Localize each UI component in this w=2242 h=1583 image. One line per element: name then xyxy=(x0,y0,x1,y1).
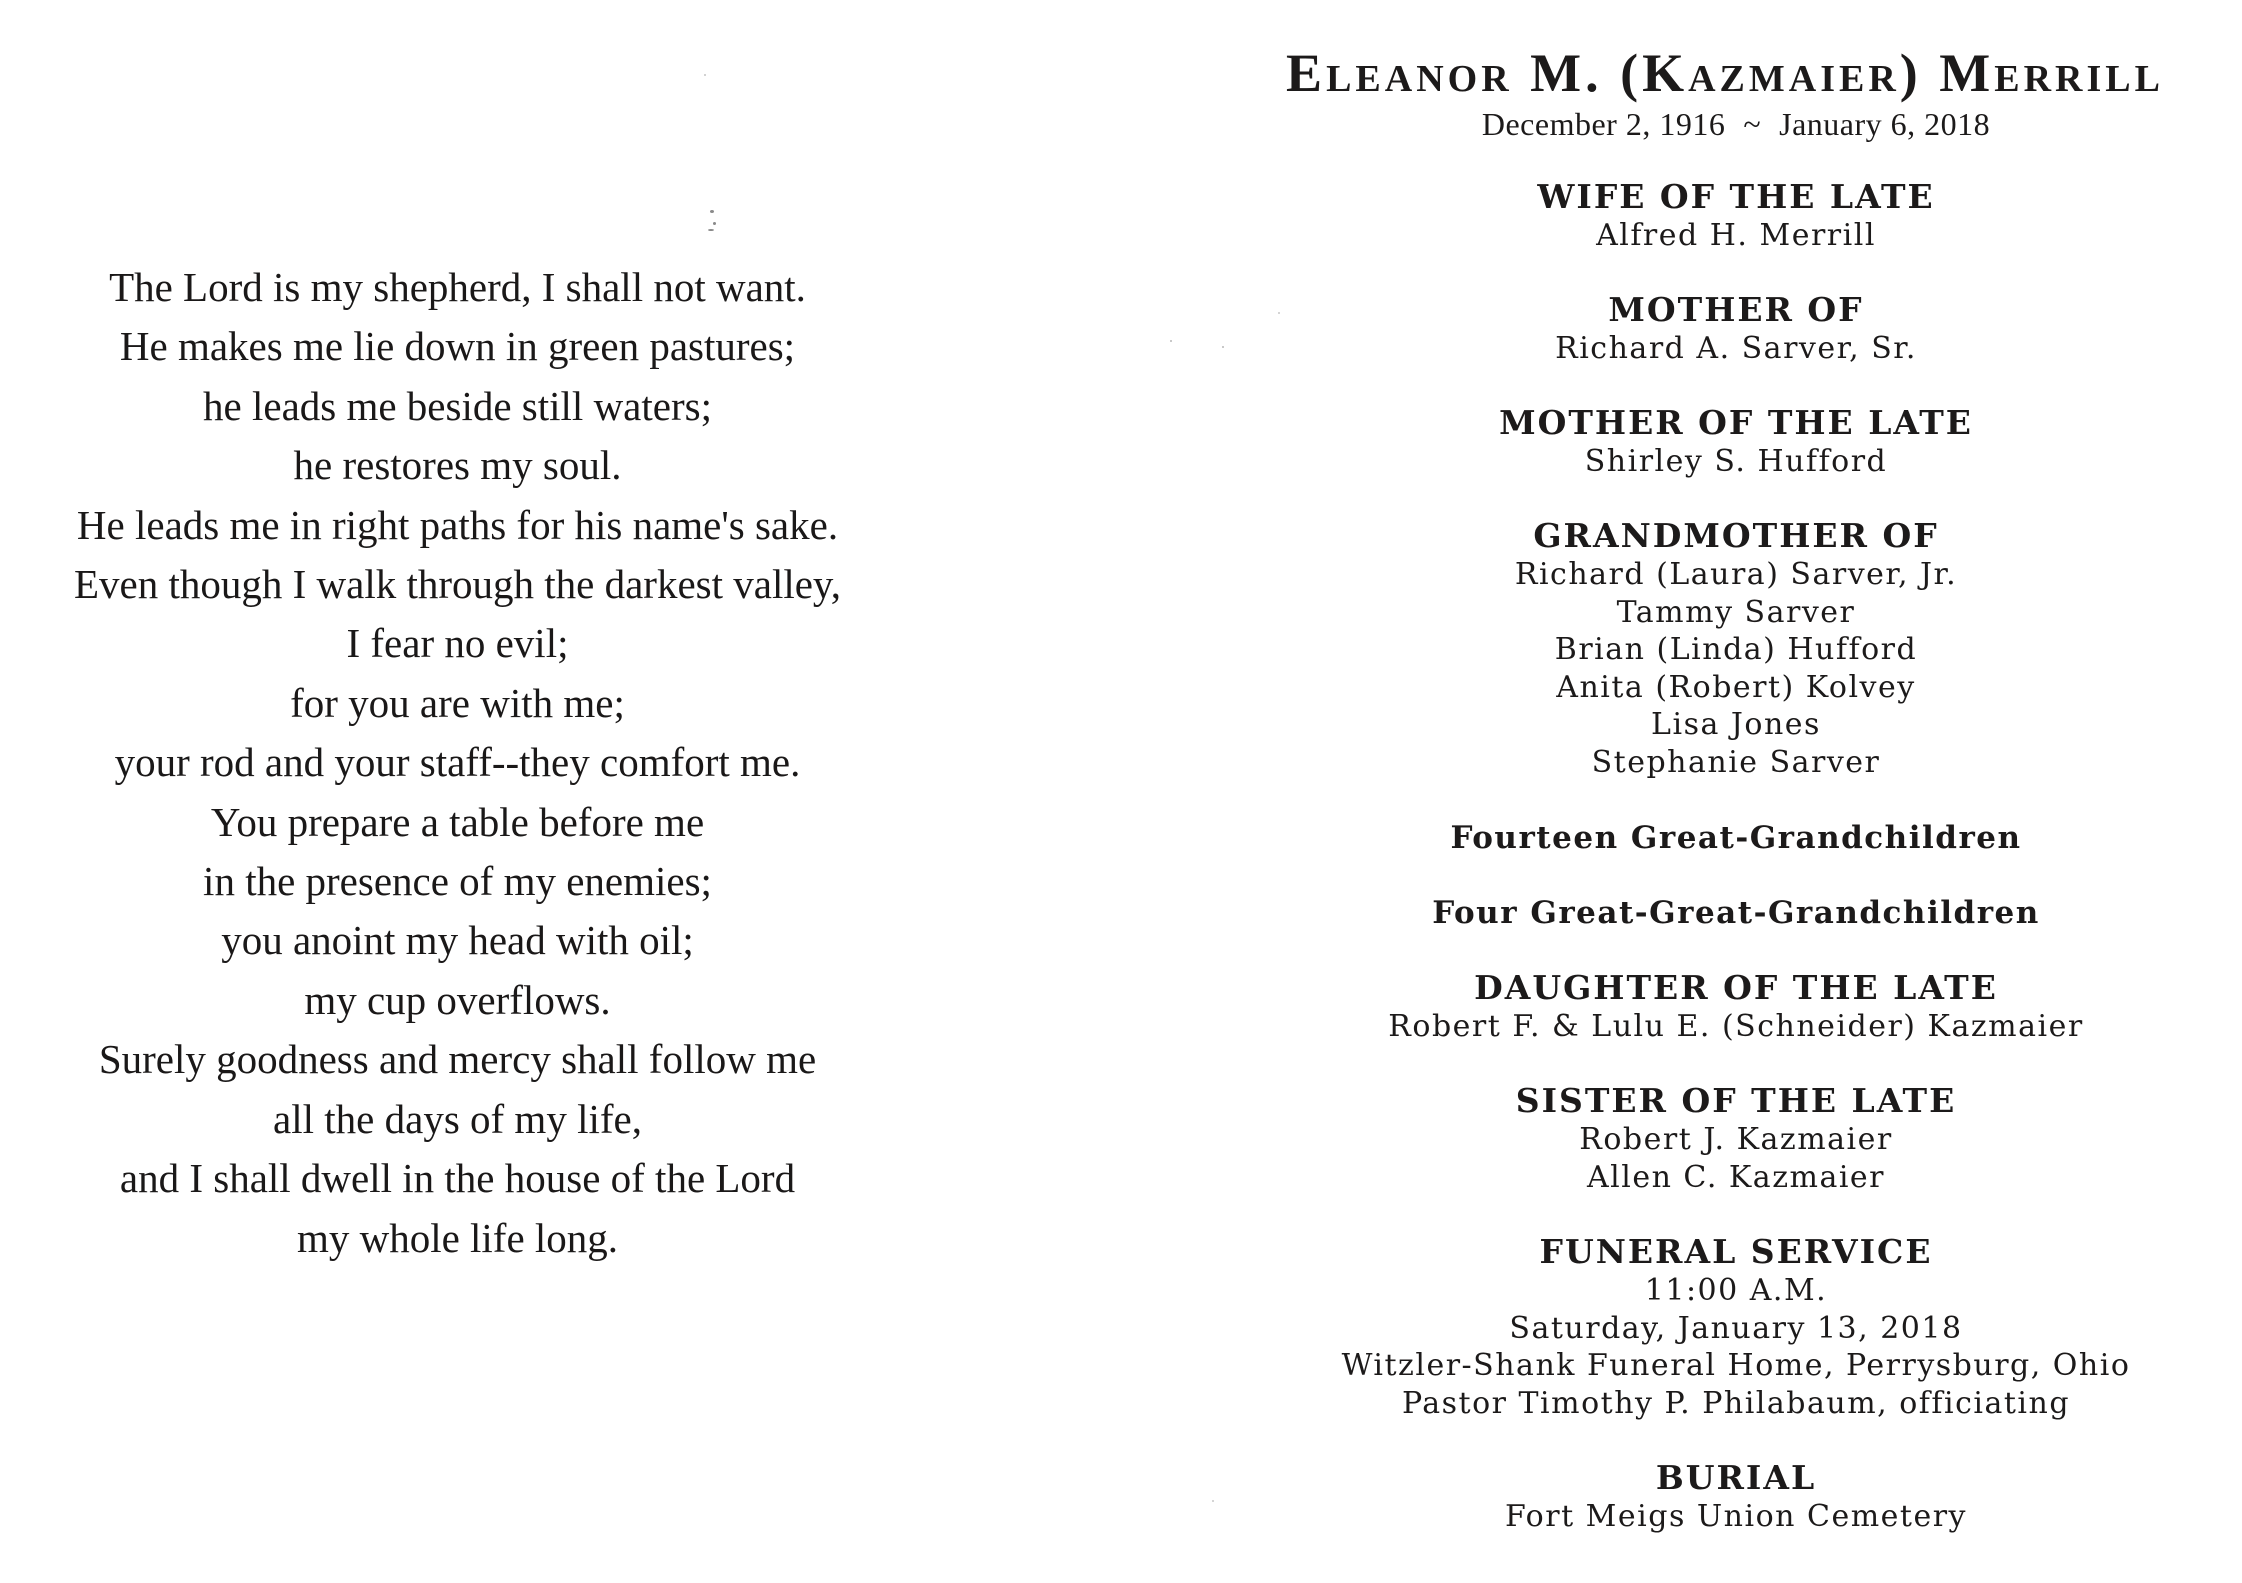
section-heading: BURIAL xyxy=(1655,1458,1817,1497)
section-mother-of xyxy=(1230,290,2242,368)
service-time: 11:00 A.M. xyxy=(1644,1273,1828,1308)
relative-name: Brian (Linda) Hufford xyxy=(1554,632,1918,667)
section-heading: MOTHER OF THE LATE xyxy=(1499,403,1973,442)
psalm-line: He makes me lie down in green pastures; xyxy=(119,323,796,370)
section-heading: DAUGHTER OF THE LATE xyxy=(1474,968,1998,1007)
psalm-line: in the presence of my enemies; xyxy=(203,858,712,905)
section-sister-of-the-late xyxy=(1230,1081,2242,1196)
scan-speck xyxy=(708,229,714,231)
relative-name: Richard A. Sarver, Sr. xyxy=(1555,331,1917,366)
psalm-line: The Lord is my shepherd, I shall not want. xyxy=(109,264,806,310)
relative-name: Robert F. & Lulu E. (Schneider) Kazmaier xyxy=(1388,1009,2084,1044)
life-dates xyxy=(1230,104,2242,144)
psalm-line: he leads me beside still waters; xyxy=(203,382,712,429)
psalm-line: all the days of my life, xyxy=(273,1095,642,1142)
scan-speck xyxy=(704,74,706,76)
section-mother-of-the-late xyxy=(1230,403,2242,481)
section-grandmother-of xyxy=(1230,516,2242,781)
scan-speck xyxy=(710,210,714,213)
scan-speck xyxy=(1170,340,1172,342)
section-burial xyxy=(1230,1458,2242,1536)
psalm-line: your rod and your staff--they comfort me. xyxy=(114,739,801,786)
psalm-line: He leads me in right paths for his name's sake. xyxy=(76,501,839,548)
section-heading: MOTHER OF xyxy=(1608,290,1864,329)
psalm-line: Even though I walk through the darkest valley, xyxy=(73,561,842,608)
death-date: January 6, 2018 xyxy=(1779,106,1991,142)
psalm-line: Surely goodness and mercy shall follow me xyxy=(98,1036,817,1083)
relative-name: Shirley S. Hufford xyxy=(1584,444,1888,479)
section-daughter-of-the-late xyxy=(1230,968,2242,1046)
psalm-line: he restores my soul. xyxy=(293,442,622,489)
section-great-great-grandchildren xyxy=(1230,893,2242,933)
scan-speck xyxy=(1212,1500,1214,1502)
burial-location: Fort Meigs Union Cemetery xyxy=(1505,1499,1967,1534)
relative-name: Allen C. Kazmaier xyxy=(1586,1159,1886,1195)
psalm-line: my whole life long. xyxy=(296,1214,619,1261)
psalm-line: I fear no evil; xyxy=(346,620,569,667)
psalm-line: my cup overflows. xyxy=(304,976,611,1023)
psalm-line: you anoint my head with oil; xyxy=(221,917,694,964)
service-location: Witzler-Shank Funeral Home, Perrysburg, Ohio xyxy=(1341,1348,2131,1383)
section-heading: SISTER OF THE LATE xyxy=(1515,1081,1957,1120)
deceased-name: Eleanor M. (Kazmaier) Merrill xyxy=(1286,43,2164,103)
relative-name: Tammy Sarver xyxy=(1616,594,1856,630)
scan-speck xyxy=(1222,346,1224,348)
relative-name: Lisa Jones xyxy=(1651,707,1821,742)
birth-date: December 2, 1916 xyxy=(1481,106,1726,142)
section-wife-of-the-late xyxy=(1230,177,2242,255)
relative-name: Alfred H. Merrill xyxy=(1596,218,1876,253)
psalm-text xyxy=(20,258,895,1268)
section-heading: Fourteen Great-Grandchildren xyxy=(1450,820,2022,856)
section-heading: Four Great-Great-Grandchildren xyxy=(1432,895,2040,931)
service-date: Saturday, January 13, 2018 xyxy=(1509,1310,1963,1346)
psalm-line: for you are with me; xyxy=(290,679,625,726)
date-separator: ~ xyxy=(1743,106,1762,142)
section-heading: WIFE OF THE LATE xyxy=(1537,177,1935,216)
scan-speck xyxy=(713,222,716,225)
relative-name: Stephanie Sarver xyxy=(1591,744,1881,780)
section-funeral-service xyxy=(1230,1232,2242,1422)
psalm-panel xyxy=(0,0,915,1583)
relative-name: Richard (Laura) Sarver, Jr. xyxy=(1514,557,1958,592)
psalm-line: and I shall dwell in the house of the Lord xyxy=(119,1155,796,1202)
section-heading: FUNERAL SERVICE xyxy=(1539,1232,1933,1271)
service-officiant: Pastor Timothy P. Philabaum, officiating xyxy=(1401,1385,2071,1421)
section-heading: GRANDMOTHER OF xyxy=(1533,516,1939,555)
section-great-grandchildren xyxy=(1230,818,2242,858)
relative-name: Robert J. Kazmaier xyxy=(1579,1122,1893,1157)
relative-name: Anita (Robert) Kolvey xyxy=(1556,669,1916,705)
obituary-panel xyxy=(1230,0,2242,1583)
psalm-line: You prepare a table before me xyxy=(210,798,705,845)
